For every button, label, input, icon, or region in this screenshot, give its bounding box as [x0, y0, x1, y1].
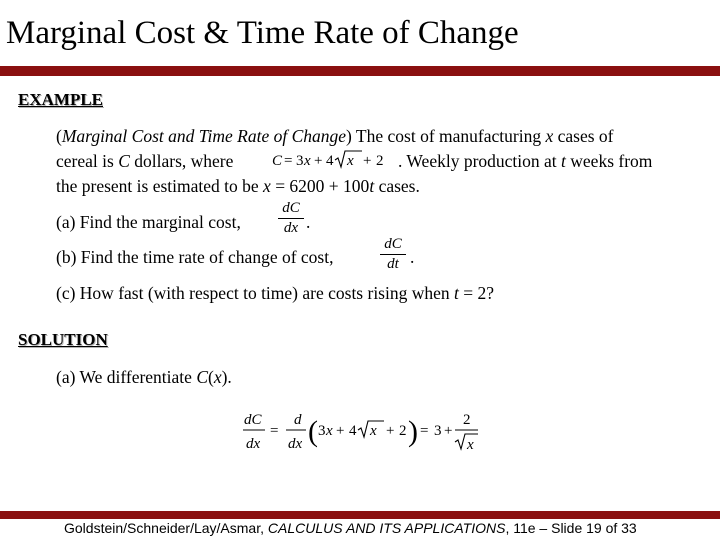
footer-edition-slide: , 11e – Slide 19 of 33	[505, 520, 637, 536]
problem-text: (c) How fast (with respect to time) are costs rising when	[56, 283, 455, 303]
svg-text:x: x	[347, 153, 354, 169]
problem-text: . Weekly production at	[398, 151, 562, 171]
svg-text:dx: dx	[246, 436, 261, 452]
problem-line-3	[56, 176, 420, 197]
fraction-numerator: dC	[282, 200, 300, 216]
svg-text:x: x	[304, 153, 311, 169]
solution-text: ).	[221, 367, 232, 387]
problem-text: cases.	[374, 176, 420, 196]
var-C: C	[196, 367, 208, 387]
var-x: x	[213, 367, 222, 387]
solution-text: (a) We differentiate	[56, 367, 197, 387]
problem-text: weeks from	[565, 151, 653, 171]
svg-text:4: 4	[349, 423, 357, 439]
period: .	[410, 247, 415, 267]
problem-line-2b	[398, 151, 652, 172]
problem-text: The cost of manufacturing	[351, 126, 546, 146]
problem-text: = 6200 + 100	[270, 176, 370, 196]
svg-text:x: x	[326, 423, 333, 439]
svg-text:dx: dx	[288, 436, 303, 452]
svg-text:(: (	[308, 415, 318, 448]
svg-text:3: 3	[296, 153, 304, 169]
problem-line-2	[56, 151, 233, 172]
svg-text:3: 3	[434, 423, 442, 439]
svg-text:x: x	[370, 423, 377, 439]
svg-text:d: d	[294, 412, 302, 428]
footer-book-title: CALCULUS AND ITS APPLICATIONS	[267, 520, 506, 536]
paren-close: )	[346, 126, 352, 146]
svg-text:2: 2	[376, 153, 384, 169]
svg-text:2: 2	[399, 423, 407, 439]
var-C: C	[118, 151, 130, 171]
svg-text:+: +	[444, 423, 453, 439]
cost-equation	[270, 148, 398, 172]
fraction-denominator: dx	[283, 220, 299, 236]
var-t: t	[369, 176, 375, 196]
footer-authors: Goldstein/Schneider/Lay/Asmar,	[64, 520, 268, 536]
solution-step-a	[56, 367, 232, 388]
fraction-bar	[278, 218, 304, 219]
solution-text: (	[208, 367, 214, 387]
var-x: x	[263, 176, 271, 196]
svg-text:+: +	[314, 153, 323, 169]
svg-text:=: =	[270, 423, 279, 439]
var-t: t	[561, 151, 566, 171]
svg-text:+: +	[386, 423, 395, 439]
problem-line-1	[56, 126, 614, 147]
problem-text: = 2?	[458, 283, 495, 303]
paren-open: (	[56, 126, 62, 146]
problem-text: cereal is	[56, 151, 119, 171]
svg-text:x: x	[467, 437, 474, 453]
fraction-numerator: dC	[384, 236, 402, 252]
fraction-denominator: dt	[387, 256, 399, 272]
fraction-bar	[380, 254, 406, 255]
title-divider	[0, 66, 720, 76]
svg-text:): )	[408, 415, 418, 448]
footer-citation	[64, 520, 684, 536]
problem-text: dollars, where	[129, 151, 234, 171]
svg-text:=: =	[420, 423, 429, 439]
svg-text:3: 3	[318, 423, 326, 439]
period: .	[306, 212, 311, 232]
page-title: Marginal Cost & Time Rate of Change	[6, 15, 519, 51]
part-a-question: (a) Find the marginal cost,	[56, 212, 241, 232]
svg-text:C: C	[272, 153, 283, 169]
svg-text:+: +	[363, 153, 372, 169]
problem-text: cases of	[553, 126, 614, 146]
footer-divider	[0, 511, 720, 519]
svg-text:4: 4	[326, 153, 334, 169]
svg-text:2: 2	[463, 412, 471, 428]
dC-dt-fraction	[380, 236, 406, 273]
part-c-question	[56, 283, 494, 304]
solution-label: SOLUTION	[18, 330, 108, 349]
svg-text:+: +	[336, 423, 345, 439]
derivative-equation	[242, 404, 482, 458]
part-b-question: (b) Find the time rate of change of cost,	[56, 247, 334, 267]
problem-text: the present is estimated to be	[56, 176, 264, 196]
svg-text:dC: dC	[244, 412, 262, 428]
problem-title-italic: Marginal Cost and Time Rate of Change	[61, 126, 347, 146]
var-t: t	[454, 283, 459, 303]
svg-text:=: =	[284, 153, 293, 169]
var-x: x	[545, 126, 554, 146]
example-label: EXAMPLE	[18, 90, 103, 109]
dC-dx-fraction	[278, 200, 304, 237]
